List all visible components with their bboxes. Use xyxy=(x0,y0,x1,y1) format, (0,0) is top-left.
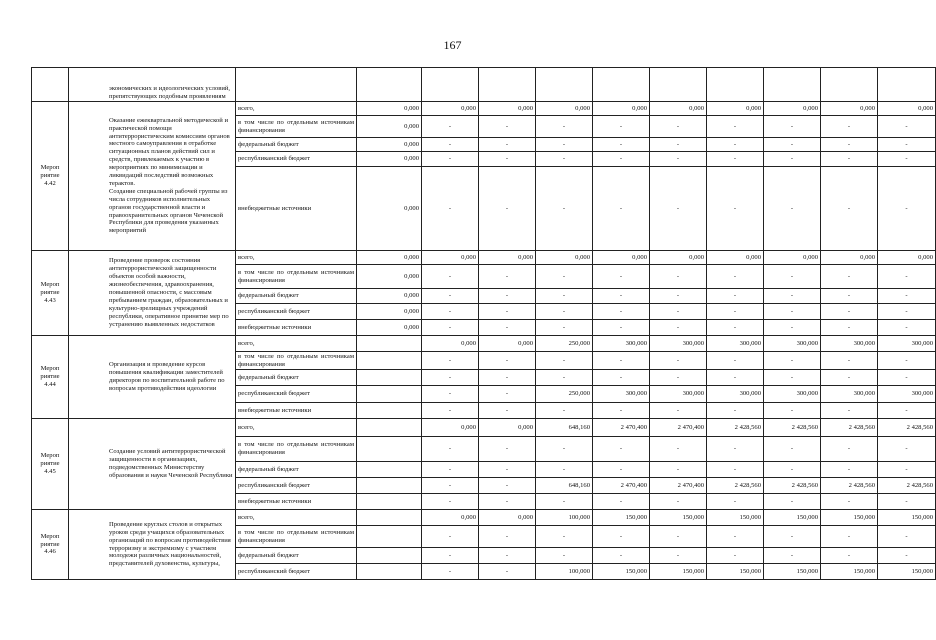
value-cell: - xyxy=(764,494,821,510)
value-cell: 0,000 xyxy=(357,138,422,152)
value-cell: - xyxy=(479,386,536,403)
value-cell: - xyxy=(650,116,707,138)
value-cell: 250,000 xyxy=(536,336,593,352)
value-cell: - xyxy=(536,116,593,138)
value-cell: - xyxy=(821,548,878,564)
value-cell: - xyxy=(650,265,707,289)
funding-source: внебюджетные источники xyxy=(236,167,357,251)
value-cell: - xyxy=(764,462,821,478)
funding-source: федеральный бюджет xyxy=(236,462,357,478)
value-cell: 300,000 xyxy=(593,386,650,403)
value-cell: - xyxy=(479,116,536,138)
financing-table xyxy=(31,67,936,580)
value-cell: - xyxy=(479,403,536,419)
measure-id-cell xyxy=(32,68,69,102)
value-cell: - xyxy=(422,304,479,320)
value-cell: 2 470,400 xyxy=(593,478,650,494)
funding-source: республиканский бюджет xyxy=(236,478,357,494)
value-cell: - xyxy=(479,304,536,320)
empty-cell xyxy=(357,462,422,478)
value-cell: - xyxy=(878,152,936,167)
funding-source: всего, xyxy=(236,419,357,437)
value-cell: 300,000 xyxy=(707,386,764,403)
funding-source: федеральный бюджет xyxy=(236,138,357,152)
funding-source: в том числе по отдельным источникам финансирования xyxy=(236,265,357,289)
funding-source: в том числе по отдельным источникам финансирования xyxy=(236,116,357,138)
value-cell: - xyxy=(593,152,650,167)
value-cell: - xyxy=(422,403,479,419)
value-cell: - xyxy=(422,138,479,152)
value-cell: 300,000 xyxy=(650,336,707,352)
value-cell: 2 470,400 xyxy=(593,419,650,437)
value-cell: - xyxy=(764,265,821,289)
value-cell: - xyxy=(479,152,536,167)
value-cell: - xyxy=(479,167,536,251)
measure-description: Создание условий антитеррористической защищенности в организациях, подведомственных Министерству образования и науки Чеченской Республики xyxy=(69,419,236,510)
value-cell: 150,000 xyxy=(878,510,936,526)
value-cell: - xyxy=(422,386,479,403)
value-cell: 0,000 xyxy=(650,102,707,116)
funding-source: всего, xyxy=(236,510,357,526)
value-cell: 0,000 xyxy=(878,251,936,265)
value-cell: - xyxy=(479,320,536,336)
value-cell: - xyxy=(593,403,650,419)
value-cell: - xyxy=(536,289,593,304)
value-cell: - xyxy=(764,138,821,152)
value-cell: - xyxy=(878,352,936,370)
empty-cell xyxy=(357,403,422,419)
value-cell: - xyxy=(821,437,878,462)
value-cell: 0,000 xyxy=(536,251,593,265)
value-cell: 0,000 xyxy=(821,102,878,116)
value-cell: - xyxy=(764,304,821,320)
value-cell: - xyxy=(764,320,821,336)
value-cell: 0,000 xyxy=(357,265,422,289)
value-cell: - xyxy=(878,289,936,304)
value-cell: - xyxy=(479,352,536,370)
value-cell: - xyxy=(821,167,878,251)
value-cell: - xyxy=(536,320,593,336)
empty-cell xyxy=(357,510,422,526)
value-cell: - xyxy=(536,152,593,167)
value-cell: - xyxy=(650,152,707,167)
value-cell: 0,000 xyxy=(593,102,650,116)
funding-source: в том числе по отдельным источникам финансирования xyxy=(236,437,357,462)
value-cell: 150,000 xyxy=(764,510,821,526)
value-cell: - xyxy=(878,370,936,386)
value-cell: 150,000 xyxy=(593,510,650,526)
value-cell: 648,160 xyxy=(536,419,593,437)
value-cell: - xyxy=(536,352,593,370)
value-cell: - xyxy=(878,320,936,336)
value-cell: - xyxy=(707,352,764,370)
funding-source: всего, xyxy=(236,336,357,352)
value-cell: 0,000 xyxy=(357,116,422,138)
value-cell: 300,000 xyxy=(593,336,650,352)
value-cell: 2 428,560 xyxy=(707,478,764,494)
funding-source: федеральный бюджет xyxy=(236,370,357,386)
funding-source: в том числе по отдельным источникам финансирования xyxy=(236,526,357,548)
value-cell: 0,000 xyxy=(357,304,422,320)
measure-id: Мероп риятие 4.44 xyxy=(32,336,69,419)
value-cell: - xyxy=(821,265,878,289)
empty-cell xyxy=(357,437,422,462)
funding-source: всего, xyxy=(236,251,357,265)
value-cell: - xyxy=(422,564,479,580)
value-cell: 2 428,560 xyxy=(878,478,936,494)
value-cell: - xyxy=(707,289,764,304)
value-cell: 0,000 xyxy=(479,102,536,116)
value-cell: - xyxy=(422,494,479,510)
value-cell: - xyxy=(650,304,707,320)
value-cell: - xyxy=(650,548,707,564)
value-cell: - xyxy=(707,116,764,138)
funding-source: республиканский бюджет xyxy=(236,152,357,167)
funding-source: республиканский бюджет xyxy=(236,564,357,580)
value-cell: - xyxy=(707,403,764,419)
value-cell: - xyxy=(650,167,707,251)
value-cell: 300,000 xyxy=(764,336,821,352)
value-cell: 150,000 xyxy=(707,564,764,580)
value-cell: - xyxy=(593,370,650,386)
value-cell: - xyxy=(593,437,650,462)
value-cell: 150,000 xyxy=(821,510,878,526)
value-cell: - xyxy=(707,437,764,462)
value-cell: - xyxy=(707,548,764,564)
value-cell: - xyxy=(422,152,479,167)
value-cell: - xyxy=(479,494,536,510)
value-cell: 0,000 xyxy=(878,102,936,116)
value-cell: - xyxy=(821,403,878,419)
value-cell: - xyxy=(422,289,479,304)
value-cell: - xyxy=(593,289,650,304)
value-cell: - xyxy=(536,138,593,152)
funding-source: федеральный бюджет xyxy=(236,289,357,304)
value-cell: - xyxy=(593,548,650,564)
value-cell: - xyxy=(764,403,821,419)
value-cell: 150,000 xyxy=(650,510,707,526)
value-cell: - xyxy=(878,548,936,564)
value-cell: 150,000 xyxy=(593,564,650,580)
value-cell: - xyxy=(764,370,821,386)
table-row xyxy=(32,102,936,116)
value-cell: - xyxy=(479,564,536,580)
value-cell: - xyxy=(593,138,650,152)
value-cell: 0,000 xyxy=(357,102,422,116)
measure-description: Проведение проверок состояния антитеррористической защищенности объектов особой важности, жизнеобеспечения, здравоохранения, повышенной опасности, с массовым пребыванием граждан, образовательных и культурно-зрелищных учреждений республики, оперативное принятие мер по устранению выявленных недостатков xyxy=(69,251,236,336)
page-number: 167 xyxy=(443,38,462,52)
value-cell: - xyxy=(878,437,936,462)
value-cell: - xyxy=(536,167,593,251)
value-cell: - xyxy=(821,116,878,138)
value-cell: 300,000 xyxy=(878,386,936,403)
value-cell: - xyxy=(650,320,707,336)
value-cell: - xyxy=(707,526,764,548)
value-cell: - xyxy=(479,478,536,494)
value-cell: 2 428,560 xyxy=(764,478,821,494)
value-cell: - xyxy=(479,526,536,548)
empty-cell xyxy=(357,352,422,370)
value-cell: - xyxy=(821,526,878,548)
value-cell: - xyxy=(422,352,479,370)
funding-source: республиканский бюджет xyxy=(236,304,357,320)
value-cell: 2 470,400 xyxy=(650,478,707,494)
value-cell: - xyxy=(650,403,707,419)
value-cell: 300,000 xyxy=(764,386,821,403)
value-cell: - xyxy=(764,152,821,167)
value-cell: - xyxy=(422,548,479,564)
value-cell: 0,000 xyxy=(707,251,764,265)
value-cell: 0,000 xyxy=(593,251,650,265)
measure-id: Мероп риятие 4.43 xyxy=(32,251,69,336)
value-cell: - xyxy=(593,167,650,251)
measure-description: Проведение круглых столов и открытых уроков среди учащихся образовательных организаций по вопросам противодействия терроризму и экстремизму с участием молодежи различных национальностей, представителей духовенства, культуры, xyxy=(69,510,236,580)
value-cell: 300,000 xyxy=(821,336,878,352)
empty-cell xyxy=(357,526,422,548)
value-cell: 0,000 xyxy=(479,419,536,437)
value-cell: - xyxy=(878,403,936,419)
value-cell: - xyxy=(707,494,764,510)
value-cell: 0,000 xyxy=(422,336,479,352)
value-cell: - xyxy=(821,370,878,386)
funding-source: всего, xyxy=(236,102,357,116)
value-cell: 100,000 xyxy=(536,564,593,580)
value-cell: - xyxy=(422,320,479,336)
value-cell: - xyxy=(479,138,536,152)
value-cell: - xyxy=(878,167,936,251)
value-cell: - xyxy=(707,138,764,152)
value-cell: - xyxy=(479,265,536,289)
value-cell: - xyxy=(707,152,764,167)
value-cell: - xyxy=(878,138,936,152)
value-cell: 2 470,400 xyxy=(650,419,707,437)
value-cell: - xyxy=(764,116,821,138)
value-cell: 2 428,560 xyxy=(821,419,878,437)
value-cell: 150,000 xyxy=(764,564,821,580)
value-cell: - xyxy=(536,437,593,462)
value-cell: - xyxy=(536,526,593,548)
carry-over-row xyxy=(32,68,936,102)
value-cell: - xyxy=(593,526,650,548)
empty-cell xyxy=(357,548,422,564)
value-cell: - xyxy=(650,494,707,510)
table-row xyxy=(32,510,936,526)
value-cell: 150,000 xyxy=(821,564,878,580)
value-cell: - xyxy=(536,462,593,478)
value-cell: - xyxy=(650,138,707,152)
value-cell: - xyxy=(422,478,479,494)
value-cell: - xyxy=(422,167,479,251)
value-cell: - xyxy=(422,462,479,478)
value-cell: - xyxy=(878,304,936,320)
value-cell: 0,000 xyxy=(536,102,593,116)
value-cell: 2 428,560 xyxy=(821,478,878,494)
value-cell: - xyxy=(479,370,536,386)
value-cell: - xyxy=(878,116,936,138)
funding-source: внебюджетные источники xyxy=(236,320,357,336)
value-cell: 2 428,560 xyxy=(878,419,936,437)
value-cell: - xyxy=(536,304,593,320)
table-row xyxy=(32,419,936,437)
value-cell: - xyxy=(650,437,707,462)
value-cell: - xyxy=(707,304,764,320)
value-cell: - xyxy=(821,494,878,510)
value-cell: 0,000 xyxy=(479,251,536,265)
value-cell: - xyxy=(650,462,707,478)
value-cell: 150,000 xyxy=(650,564,707,580)
value-cell: 0,000 xyxy=(650,251,707,265)
value-cell: - xyxy=(707,320,764,336)
value-cell: - xyxy=(593,304,650,320)
value-cell: 0,000 xyxy=(764,251,821,265)
value-cell: - xyxy=(707,462,764,478)
measure-description: экономических и идеологических условий, препятствующих подобным проявлениям xyxy=(69,68,236,102)
value-cell: 300,000 xyxy=(707,336,764,352)
value-cell: 0,000 xyxy=(764,102,821,116)
value-cell: - xyxy=(821,152,878,167)
value-cell: - xyxy=(764,548,821,564)
value-cell: - xyxy=(707,265,764,289)
value-cell: - xyxy=(764,167,821,251)
value-cell: 300,000 xyxy=(878,336,936,352)
value-cell: 300,000 xyxy=(821,386,878,403)
value-cell: 0,000 xyxy=(422,102,479,116)
value-cell: - xyxy=(593,265,650,289)
value-cell: 100,000 xyxy=(536,510,593,526)
funding-source: внебюджетные источники xyxy=(236,403,357,419)
value-cell: - xyxy=(536,548,593,564)
empty-cell xyxy=(357,370,422,386)
value-cell: - xyxy=(593,462,650,478)
value-cell: - xyxy=(479,548,536,564)
value-cell: 0,000 xyxy=(707,102,764,116)
empty-cell xyxy=(357,494,422,510)
measure-description: Организация и проведение курсов повышения квалификации заместителей директоров по воспитательной работе по вопросам противодействия идеологии xyxy=(69,336,236,419)
value-cell: - xyxy=(707,167,764,251)
funding-source: в том числе по отдельным источникам финансирования xyxy=(236,352,357,370)
value-cell: - xyxy=(878,526,936,548)
value-cell: - xyxy=(593,320,650,336)
value-cell: 2 428,560 xyxy=(764,419,821,437)
empty-cell xyxy=(357,386,422,403)
value-cell: 0,000 xyxy=(821,251,878,265)
value-cell: - xyxy=(764,352,821,370)
empty-cell xyxy=(357,564,422,580)
value-cell: 0,000 xyxy=(422,510,479,526)
value-cell: - xyxy=(764,437,821,462)
value-cell: - xyxy=(422,370,479,386)
value-cell: 150,000 xyxy=(707,510,764,526)
value-cell: 0,000 xyxy=(357,320,422,336)
value-cell: 0,000 xyxy=(422,419,479,437)
value-cell: 250,000 xyxy=(536,386,593,403)
value-cell: - xyxy=(650,370,707,386)
measure-id: Мероп риятие 4.42 xyxy=(32,102,69,251)
value-cell: 0,000 xyxy=(357,167,422,251)
value-cell: - xyxy=(536,265,593,289)
value-cell: 300,000 xyxy=(650,386,707,403)
empty-cell xyxy=(357,419,422,437)
empty-cell xyxy=(357,336,422,352)
value-cell: - xyxy=(650,289,707,304)
value-cell: 2 428,560 xyxy=(707,419,764,437)
value-cell: - xyxy=(536,494,593,510)
value-cell: - xyxy=(479,437,536,462)
value-cell: 0,000 xyxy=(479,510,536,526)
measure-id: Мероп риятие 4.45 xyxy=(32,419,69,510)
value-cell: - xyxy=(536,403,593,419)
value-cell: 0,000 xyxy=(357,152,422,167)
value-cell: - xyxy=(764,289,821,304)
value-cell: - xyxy=(650,526,707,548)
value-cell: 648,160 xyxy=(536,478,593,494)
value-cell: - xyxy=(422,265,479,289)
value-cell: 0,000 xyxy=(357,251,422,265)
measure-id: Мероп риятие 4.46 xyxy=(32,510,69,580)
table-row xyxy=(32,251,936,265)
value-cell: - xyxy=(878,462,936,478)
value-cell: 150,000 xyxy=(878,564,936,580)
value-cell: - xyxy=(593,352,650,370)
value-cell: 0,000 xyxy=(479,336,536,352)
funding-source: федеральный бюджет xyxy=(236,548,357,564)
measure-description: Оказание ежеквартальной методической и практической помощи антитеррористическим комиссиям органов местного самоуправления в отработке ситуационных планов действий сил и средств, привлекаемых к участию в мероприятиях по минимизации и ликвидаций последствий возможных терактов. Создание специальной рабочей группы из числа сотрудников исполнительных органов государственной власти и правоохранительных органов Чеченской Республики для проведения указанных мероприятий xyxy=(69,102,236,251)
value-cell: - xyxy=(593,116,650,138)
value-cell: - xyxy=(821,352,878,370)
value-cell: - xyxy=(422,116,479,138)
value-cell: - xyxy=(821,138,878,152)
value-cell: - xyxy=(764,526,821,548)
value-cell: - xyxy=(821,320,878,336)
funding-source: республиканский бюджет xyxy=(236,386,357,403)
value-cell: - xyxy=(707,370,764,386)
funding-source: внебюджетные источники xyxy=(236,494,357,510)
value-cell: - xyxy=(821,304,878,320)
value-cell: 0,000 xyxy=(422,251,479,265)
value-cell: - xyxy=(650,352,707,370)
table-row xyxy=(32,336,936,352)
value-cell: - xyxy=(479,289,536,304)
value-cell: - xyxy=(422,526,479,548)
value-cell: - xyxy=(878,265,936,289)
value-cell: 0,000 xyxy=(357,289,422,304)
value-cell: - xyxy=(536,370,593,386)
value-cell: - xyxy=(479,462,536,478)
value-cell: - xyxy=(422,437,479,462)
value-cell: - xyxy=(878,494,936,510)
value-cell: - xyxy=(593,494,650,510)
value-cell: - xyxy=(821,462,878,478)
empty-cell xyxy=(357,478,422,494)
value-cell: - xyxy=(821,289,878,304)
